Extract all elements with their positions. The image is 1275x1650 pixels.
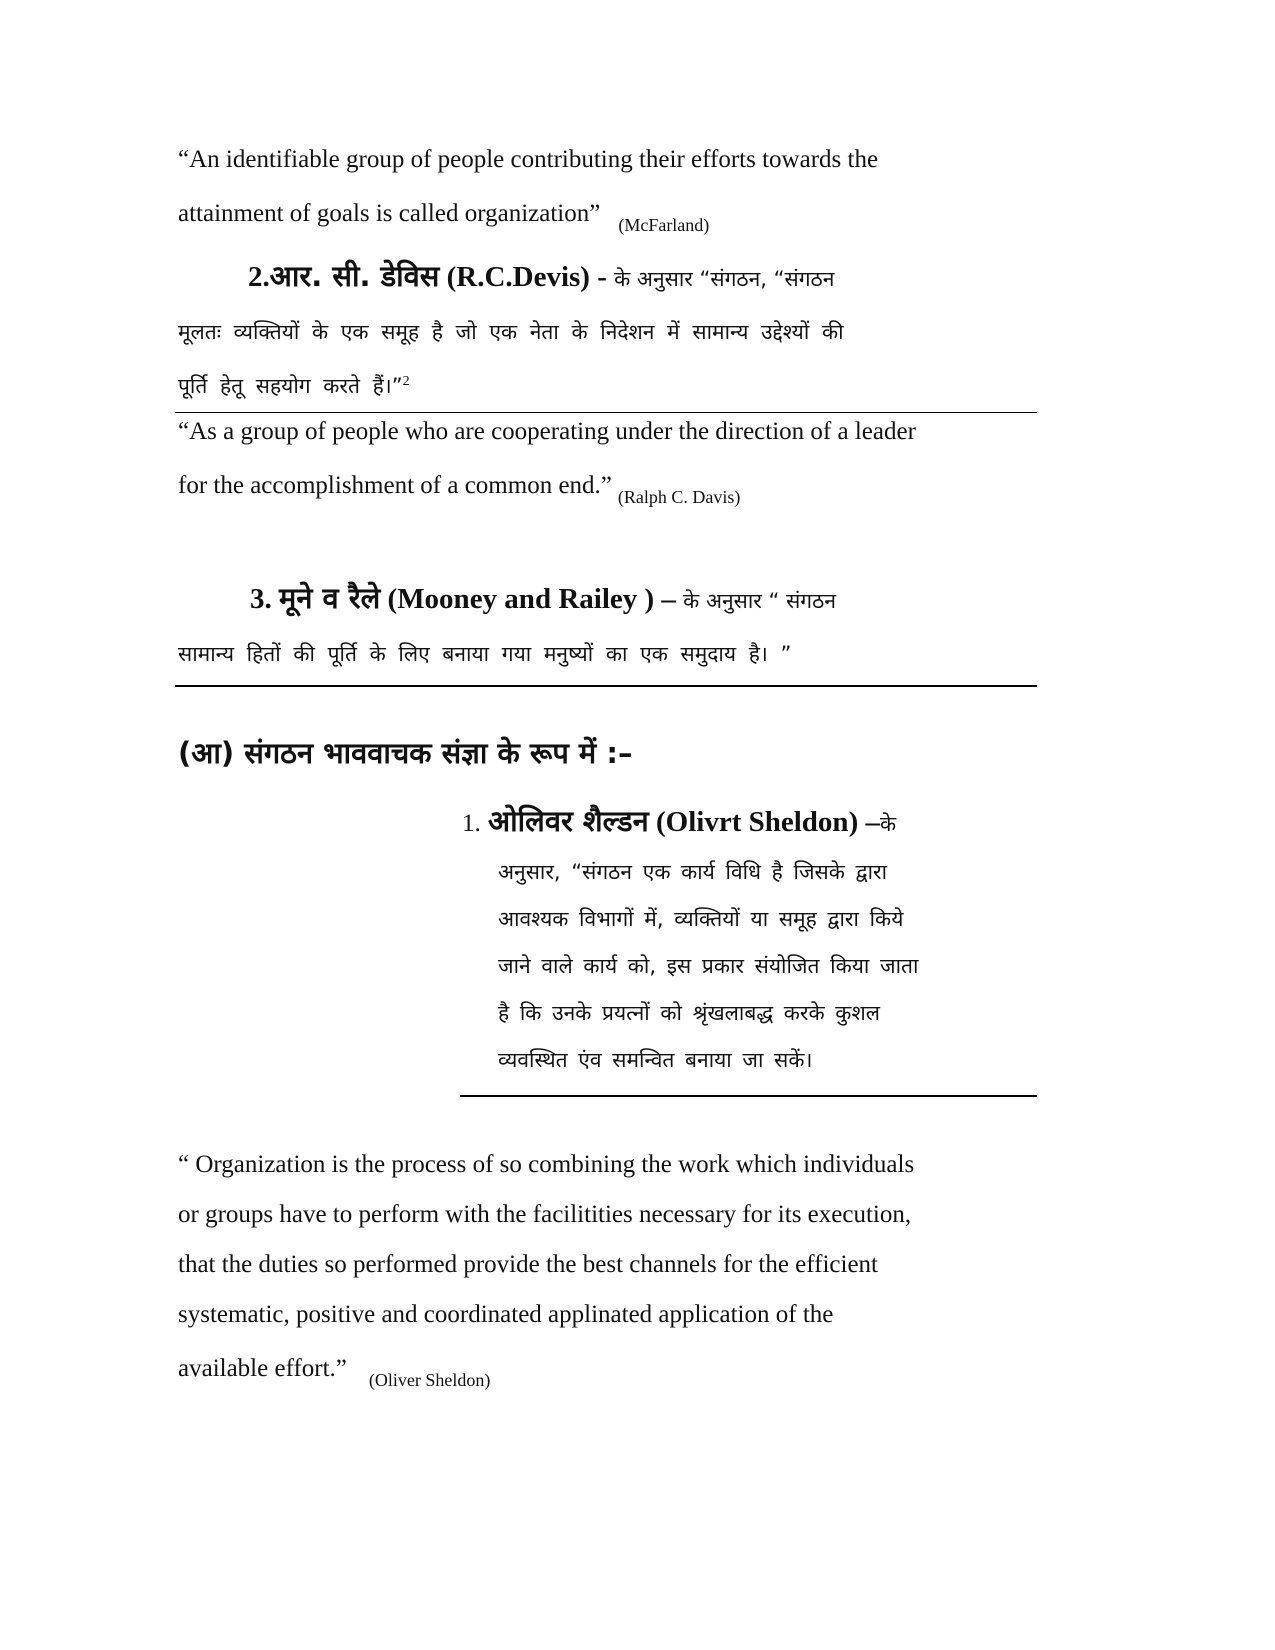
quote-line: “ Organization is the process of so combining the work which individuals	[178, 1151, 915, 1178]
definition-text: है कि उनके प्रयत्नों को श्रृंखलाबद्ध करके कुशल	[498, 1001, 880, 1025]
definition-number: 1.	[462, 810, 481, 837]
author-name-english: (R.C.Devis) -	[446, 261, 607, 293]
divider	[175, 685, 1037, 687]
citation: (McFarland)	[618, 215, 710, 235]
definition-number: 2.	[248, 261, 270, 293]
author-name-hindi: आर. सी. डेविस	[269, 259, 440, 293]
quote-line: “As a group of people who are cooperating under the direction of a leader	[178, 418, 916, 445]
author-name-hindi: ओलिवर शैल्डन	[488, 804, 649, 838]
definition-heading	[178, 573, 1034, 626]
quote-line: that the duties so performed provide the best channels for the efficient	[178, 1251, 878, 1278]
author-name-english: (Olivrt Sheldon) –	[656, 806, 880, 838]
quote-line: or groups have to perform with the facilitities necessary for its execution,	[178, 1201, 912, 1228]
section-title: (आ) संगठन भाववाचक संज्ञा के रूप में :–	[178, 736, 633, 770]
definition-sheldon	[462, 796, 1036, 1084]
definition-text: मूलतः व्यक्तियों के एक समूह है जो एक नेता के निदेशन में सामान्य उद्देश्यों की	[178, 320, 844, 344]
citation: (Oliver Sheldon)	[368, 1370, 491, 1390]
definition-mooney-railey	[178, 573, 1034, 679]
definition-intro: के अनुसार “ संगठन	[683, 589, 836, 613]
definition-intro: के	[879, 812, 897, 836]
author-name-english: (Mooney and Railey ) –	[387, 583, 676, 615]
definition-text: पूर्ति हेतू सहयोग करते हैं।”	[178, 374, 403, 398]
definition-text: जाने वाले कार्य को, इस प्रकार संयोजित किया जाता	[498, 954, 919, 978]
definition-heading	[178, 251, 1034, 304]
quote-line: attainment of goals is called organization”	[178, 200, 601, 227]
citation: (Ralph C. Davis)	[617, 487, 741, 507]
footnote-marker: 2	[402, 374, 410, 389]
quote-line: available effort.”	[178, 1355, 347, 1382]
quote-line: systematic, positive and coordinated applinated application of the	[178, 1301, 834, 1328]
definition-heading	[462, 796, 1036, 849]
quote-mcfarland	[178, 133, 1034, 242]
quote-sheldon	[178, 1140, 1034, 1399]
definition-body	[462, 849, 1036, 1084]
quote-line: for the accomplishment of a common end.”	[178, 472, 612, 499]
definition-intro: के अनुसार “संगठन, “संगठन	[614, 267, 835, 291]
definition-text: आवश्यक विभागों में, व्यक्तियों या समूह द्वारा किये	[498, 907, 904, 931]
definition-text: अनुसार, “संगठन एक कार्य विधि है जिसके द्वारा	[498, 860, 888, 884]
definition-number: 3.	[250, 583, 272, 615]
quote-line: “An identifiable group of people contributing their efforts towards the	[178, 146, 879, 173]
author-name-hindi: मूने व रैले	[279, 581, 381, 615]
divider	[460, 1095, 1037, 1097]
definition-text: व्यवस्थित एंव समन्वित बनाया जा सकें।	[498, 1048, 813, 1072]
definition-davis	[178, 251, 1034, 411]
definition-text: सामान्य हितों की पूर्ति के लिए बनाया गया मनुष्यों का एक समुदाय है। ”	[178, 642, 792, 666]
quote-davis	[178, 405, 1034, 514]
